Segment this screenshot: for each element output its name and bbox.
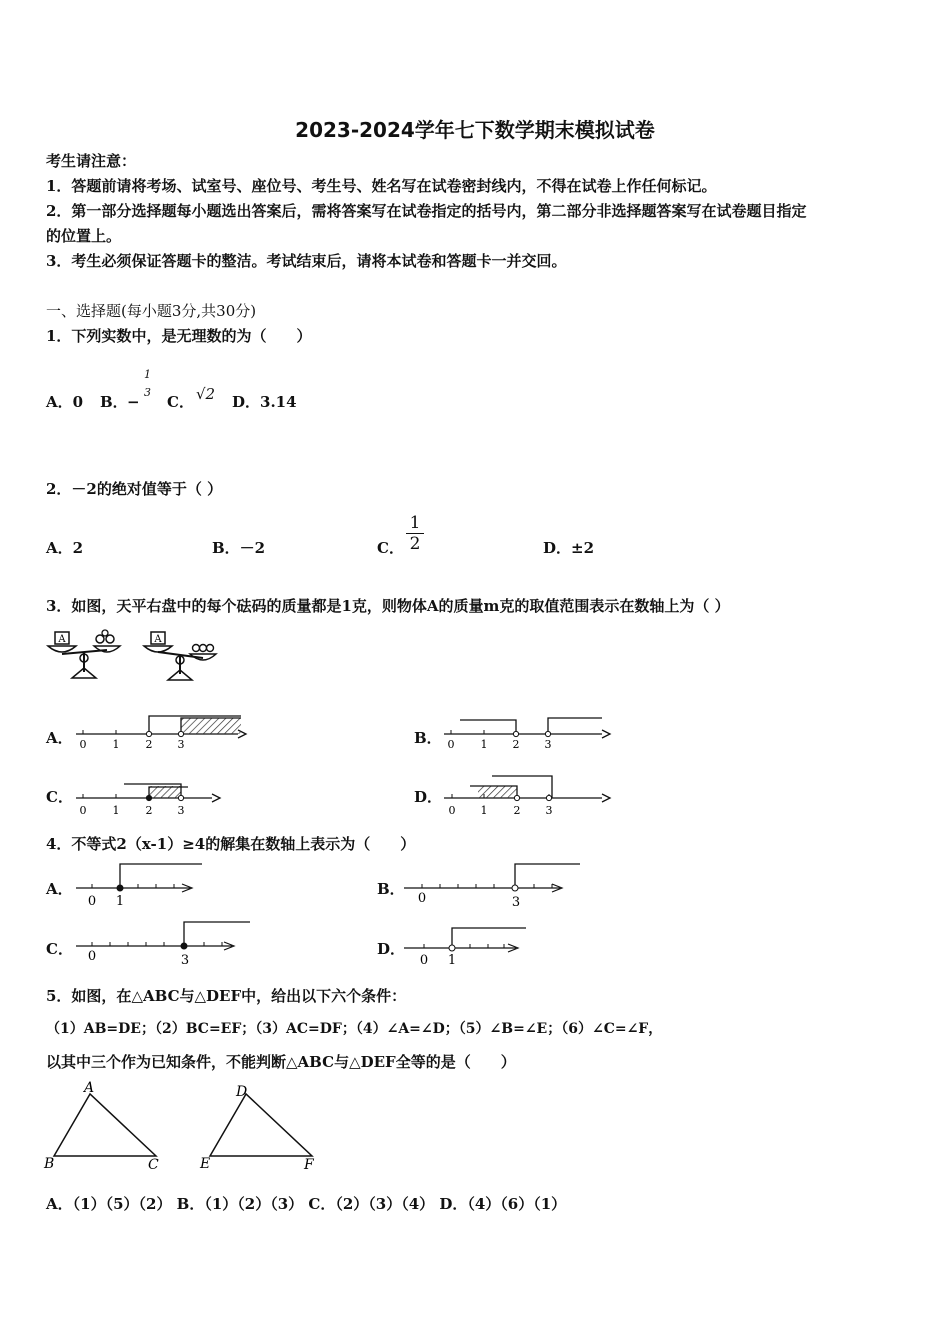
q1-stem: 1．下列实数中，是无理数的为（ ） (46, 327, 312, 345)
svg-text:0: 0 (87, 894, 97, 909)
q5-answers: A．（1）（5）（2） B．（1）（2）（3） C．（2）（3）（4） D．（4）（6）（1） (46, 1195, 567, 1213)
q1-b-denominator: 3 (144, 386, 151, 399)
q2-option-d: D．±2 (543, 539, 595, 557)
notice-item: 2．第一部分选择题每小题选出答案后，需将答案写在试卷指定的括号内，第二部分非选择题答案写在试卷题目指定 (46, 202, 807, 220)
svg-text:A: A (84, 1080, 95, 1096)
q4-numberline-d (404, 922, 534, 970)
svg-text:3: 3 (177, 738, 185, 751)
q3-option-c: C． (46, 788, 73, 806)
svg-text:A: A (58, 634, 66, 645)
svg-text:2: 2 (513, 804, 521, 817)
q3-option-b: B． (414, 729, 442, 747)
notice-item: 1．答题前请将考场、试室号、座位号、考生号、姓名写在试卷密封线内，不得在试卷上作任何标记。 (46, 177, 717, 195)
q3-option-a: A． (46, 729, 73, 747)
q2-c-denominator: 2 (409, 534, 421, 554)
q3-numberline-b (444, 712, 614, 752)
svg-text:0: 0 (447, 738, 455, 751)
svg-text:1: 1 (112, 804, 120, 817)
svg-text:0: 0 (448, 804, 456, 817)
q3-numberline-a (76, 712, 251, 752)
q2-c-fraction (406, 514, 424, 553)
balance-scales-figure (44, 628, 224, 684)
svg-text:1: 1 (447, 953, 457, 968)
q1-c-radical: √2 (196, 385, 216, 403)
q1-option-b: B． (100, 393, 128, 411)
svg-text:2: 2 (145, 804, 153, 817)
svg-text:1: 1 (480, 804, 488, 817)
q4-numberline-c (76, 920, 256, 970)
svg-text:0: 0 (419, 953, 429, 968)
svg-text:0: 0 (79, 804, 87, 817)
q4-stem: 4．不等式2（x-1）≥4的解集在数轴上表示为（ ） (46, 835, 416, 853)
q3-stem: 3．如图，天平右盘中的每个砝码的质量都是1克，则物体A的质量m克的取值范围表示在数轴上为（ ） (46, 597, 730, 615)
q1-option-c: C． (167, 393, 194, 411)
svg-text:0: 0 (87, 949, 97, 964)
svg-text:E: E (200, 1156, 211, 1172)
svg-text:0: 0 (79, 738, 87, 751)
svg-text:1: 1 (115, 894, 125, 909)
q5-stem: 5．如图，在△ABC与△DEF中，给出以下六个条件： (46, 987, 407, 1005)
triangle-abc (43, 1080, 159, 1173)
svg-text:F: F (304, 1157, 314, 1173)
triangle-def (199, 1084, 315, 1173)
svg-text:1: 1 (112, 738, 120, 751)
notice-heading: 考生请注意： (46, 152, 137, 170)
q5-question: 以其中三个作为已知条件，不能判断△ABC与△DEF全等的是（ ） (46, 1053, 516, 1071)
q5-triangles-figure (40, 1080, 330, 1175)
svg-text:A: A (154, 634, 162, 645)
svg-text:D: D (236, 1084, 248, 1100)
svg-text:3: 3 (180, 953, 190, 968)
q3-numberline-c (76, 776, 226, 816)
svg-text:3: 3 (177, 804, 185, 817)
svg-text:3: 3 (545, 804, 553, 817)
q2-c-numerator: 1 (409, 513, 421, 533)
section-heading: 一、选择题(每小题3分,共30分) (46, 302, 257, 320)
svg-text:1: 1 (480, 738, 488, 751)
svg-text:B: B (44, 1156, 55, 1172)
q1-option-d: D．3.14 (232, 393, 297, 411)
q1-b-minus: − (127, 393, 140, 411)
notice-item: 3．考生必须保证答题卡的整洁。考试结束后，请将本试卷和答题卡一并交回。 (46, 252, 567, 270)
q3-numberline-d (444, 776, 614, 816)
notice-item: 的位置上。 (46, 227, 122, 245)
svg-text:0: 0 (417, 891, 427, 906)
q3-option-d: D． (414, 788, 443, 806)
balance-scale-left (48, 630, 120, 678)
svg-text:3: 3 (544, 738, 552, 751)
q2-option-a: A．2 (46, 539, 84, 557)
q4-numberline-b (404, 862, 584, 910)
q4-option-b: B． (377, 880, 405, 898)
svg-text:2: 2 (145, 738, 153, 751)
svg-text:3: 3 (511, 895, 521, 910)
q4-numberline-a (76, 862, 206, 910)
q1-option-a: A．0 (46, 393, 84, 411)
q4-option-d: D． (377, 940, 406, 958)
page-title: 2023-2024学年七下数学期末模拟试卷 (295, 118, 655, 142)
q5-conditions: （1）AB=DE；（2）BC=EF；（3）AC=DF；（4）∠A=∠D；（5）∠B=∠E；（6）∠C=∠F， (46, 1021, 663, 1037)
q2-stem: 2．－2的绝对值等于（ ） (46, 480, 223, 498)
svg-text:2: 2 (512, 738, 520, 751)
q4-option-a: A． (46, 880, 73, 898)
balance-scale-right (144, 632, 216, 680)
svg-text:C: C (148, 1157, 159, 1173)
q2-option-b: B．－2 (212, 539, 266, 557)
q1-b-numerator: 1 (144, 368, 151, 381)
q4-option-c: C． (46, 940, 73, 958)
q2-option-c: C． (377, 539, 404, 557)
